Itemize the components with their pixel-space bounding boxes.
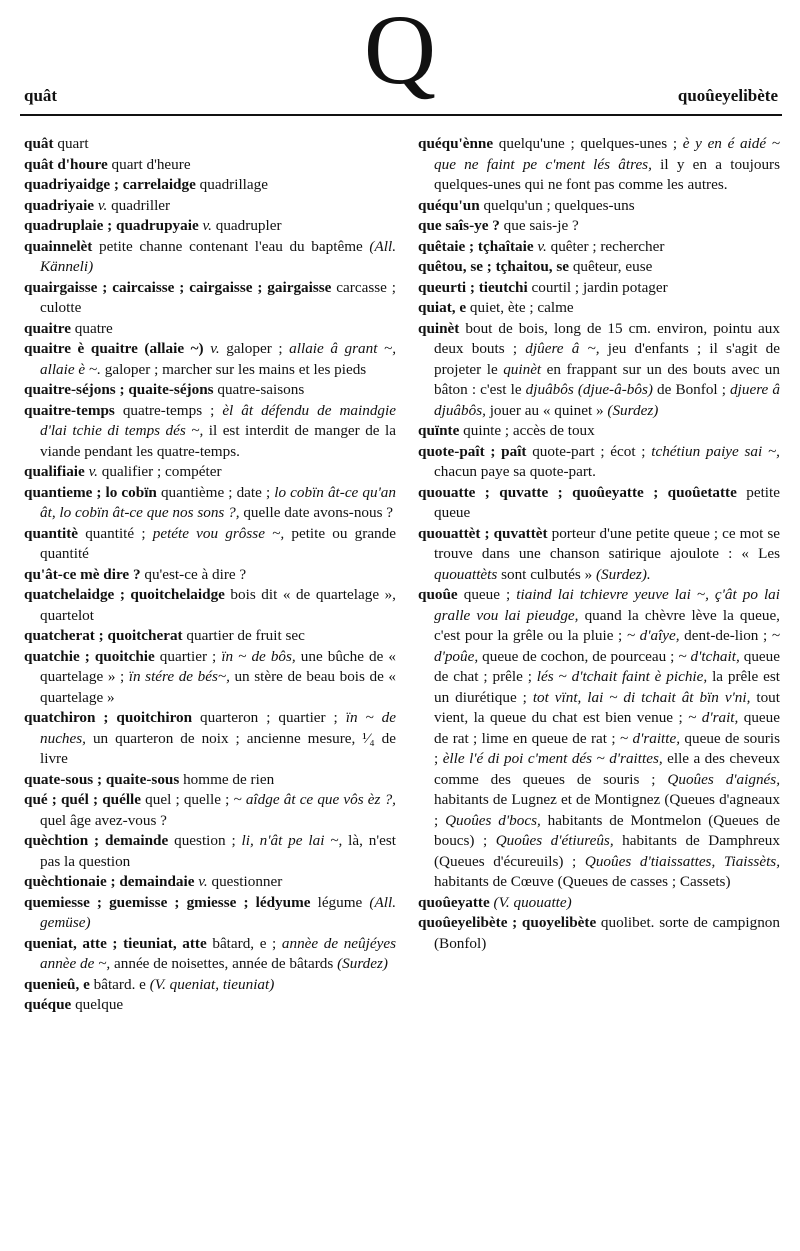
headword: quât d'houre bbox=[24, 155, 108, 173]
definition-text: bout de bois, long de 15 cm. environ, pointu aux deux bouts ; bbox=[434, 319, 780, 357]
definition-text: quand la chèvre lève la queue, c'est pour la grêle ou la pluie ; bbox=[434, 606, 780, 644]
definition-text: quêter ; rechercher bbox=[546, 237, 665, 255]
italic-text: djuere â djuâbôs, bbox=[434, 381, 780, 419]
headword: quainnelèt bbox=[24, 237, 93, 255]
definition-text: galoper ; bbox=[219, 340, 290, 357]
definition-text: quel âge avez-vous ? bbox=[40, 811, 167, 829]
definition-text: quolibet. sorte de campignon (Bonfol) bbox=[434, 914, 780, 952]
definition-text: tout vient, la queue du chat est bien venue ; bbox=[434, 688, 780, 726]
definition-text: quantité ; bbox=[78, 524, 153, 542]
dictionary-entry bbox=[24, 934, 396, 975]
dictionary-entry bbox=[24, 483, 396, 524]
definition-text: quadrupler bbox=[211, 217, 282, 234]
dictionary-entry bbox=[24, 380, 396, 401]
definition-text: qu'est-ce à dire ? bbox=[140, 565, 247, 583]
definition-text: de Bonfol ; bbox=[652, 381, 731, 398]
italic-text: (All. Känneli) bbox=[40, 237, 396, 275]
headword: quinèt bbox=[418, 319, 460, 337]
definition-text: question ; bbox=[168, 832, 242, 849]
dictionary-entry bbox=[24, 975, 396, 996]
definition-text: queue de rat ; lime en queue de rat ; bbox=[434, 709, 780, 747]
italic-text: ~ d'poûe, bbox=[434, 627, 780, 665]
definition-text: quantième ; date ; bbox=[156, 483, 275, 501]
headword: quêtaie ; tçhaîtaie bbox=[418, 237, 534, 255]
italic-text: v. bbox=[202, 217, 212, 234]
dictionary-entry bbox=[418, 237, 780, 258]
headword: quéqu'un bbox=[418, 196, 480, 214]
definition-text: quadriller bbox=[107, 196, 171, 214]
italic-text: (Surdez). bbox=[596, 565, 651, 583]
dictionary-entry bbox=[24, 585, 396, 626]
dictionary-entry bbox=[24, 401, 396, 463]
definition-text: année de noisettes, année de bâtards bbox=[110, 955, 338, 972]
headword: quiat, e bbox=[418, 299, 467, 316]
definition-text: là, n'est pas la question bbox=[40, 832, 397, 870]
italic-text: djuâbôs (djue-â-bôs) bbox=[525, 381, 653, 398]
headword: queniat, atte ; tieuniat, atte bbox=[24, 934, 207, 952]
definition-text: queue de souris ; bbox=[434, 729, 780, 767]
dictionary-entry bbox=[24, 770, 396, 791]
definition-text: quelle date avons-nous ? bbox=[239, 504, 394, 521]
headword: quèchtion ; demainde bbox=[24, 832, 169, 849]
definition-text: bâtard, e ; bbox=[206, 934, 282, 952]
headword: quouatte ; quvatte ; quoûeyatte ; quoûetatte bbox=[418, 483, 737, 501]
italic-text: ~ d'rait, bbox=[688, 709, 739, 726]
headword: quote-paît ; paît bbox=[418, 442, 527, 460]
dictionary-entry bbox=[418, 421, 780, 442]
headword: quouattèt ; quvattèt bbox=[418, 524, 548, 542]
headword: quatcherat ; quoitcherat bbox=[24, 627, 183, 644]
definition-text: habitants de Montmelon (Queues de boucs) ; bbox=[434, 811, 780, 849]
italic-text: ïn ~ de bôs, bbox=[221, 647, 296, 665]
headword: que saîs-ye ? bbox=[418, 217, 500, 234]
italic-text: allaie â grant ~, allaie è ~. bbox=[40, 340, 397, 378]
definition-text: chacun paye sa quote-part. bbox=[434, 463, 596, 480]
italic-text: v. bbox=[97, 196, 108, 214]
dictionary-entry bbox=[24, 831, 396, 872]
definition-text: quatre bbox=[70, 319, 113, 337]
definition-text: bois dit « de quartelage », quartelot bbox=[40, 586, 396, 624]
running-head-right: quoûeyelibète bbox=[677, 86, 778, 105]
dictionary-entry bbox=[24, 339, 396, 380]
definition-text: en frappant sur un des bouts avec un bâton : c'est le bbox=[434, 360, 780, 398]
definition-text: queue de chat ; prêle ; bbox=[434, 647, 780, 685]
headword: quatchiron ; quoitchiron bbox=[24, 709, 193, 726]
headword: qu'ât-ce mè dire ? bbox=[24, 565, 141, 583]
headword: quenieû, e bbox=[24, 975, 90, 993]
headword: quéque bbox=[24, 996, 72, 1013]
italic-text: ~ d'tchait, bbox=[678, 647, 740, 665]
italic-text: èl ât défendu de maindgie d'lai tchie di temps dés ~, bbox=[40, 401, 396, 439]
italic-text: ~ aîdge ât ce que vôs èz ?, bbox=[233, 791, 396, 808]
dictionary-entry bbox=[418, 483, 780, 524]
dictionary-entry bbox=[418, 278, 780, 299]
definition-text: quêteur, euse bbox=[569, 258, 653, 275]
left-column bbox=[24, 134, 396, 1016]
dictionary-entry bbox=[418, 524, 780, 586]
definition-text: homme de rien bbox=[179, 770, 275, 788]
italic-text: (Surdez) bbox=[337, 955, 388, 972]
definition-text: elle a des cheveux comme des queues de souris ; bbox=[434, 750, 780, 788]
headword: quatchelaidge ; quoitchelaidge bbox=[24, 586, 225, 603]
definition-text: courtil ; jardin potager bbox=[527, 278, 668, 296]
definition-text: quelqu'un ; quelques-uns bbox=[479, 196, 635, 214]
dictionary-entry bbox=[24, 175, 396, 196]
italic-text: djûere â ~, bbox=[525, 340, 600, 357]
italic-text: v. bbox=[210, 340, 220, 357]
definition-text: quiet, ète ; calme bbox=[466, 299, 574, 316]
dictionary-entry bbox=[24, 524, 396, 565]
running-head-left: quât bbox=[24, 86, 58, 105]
dictionary-entry bbox=[418, 913, 780, 954]
headword: quïnte bbox=[418, 422, 460, 439]
italic-text: v. bbox=[88, 463, 98, 480]
italic-text: quinèt bbox=[503, 360, 542, 378]
definition-text: quatre-saisons bbox=[213, 381, 305, 398]
headword: quoûe bbox=[418, 586, 458, 603]
dictionary-entry bbox=[24, 134, 396, 155]
italic-text: v. bbox=[198, 873, 208, 890]
definition-text: quel ; quelle ; bbox=[141, 791, 234, 808]
headword: quêtou, se ; tçhaitou, se bbox=[418, 258, 570, 275]
italic-text: ïn ~ de nuches, bbox=[40, 709, 397, 747]
italic-text: (V. quouatte) bbox=[493, 893, 572, 911]
italic-text: tot vïnt, lai ~ di tchait ât bïn v'ni, bbox=[532, 688, 751, 706]
definition-text: petite ou grande quantité bbox=[40, 524, 396, 562]
definition-text: un quarteron de noix ; ancienne mesure, ¹⁄₄ de livre bbox=[40, 729, 396, 767]
definition-text: quelqu'une ; quelques-unes ; bbox=[493, 135, 683, 152]
headword: quoûeyatte bbox=[418, 893, 490, 911]
definition-text: quatre-temps ; bbox=[114, 401, 223, 419]
headword: quoûeyelibète ; quoyelibète bbox=[418, 914, 597, 931]
dictionary-entry bbox=[24, 237, 396, 278]
headword: quantieme ; lo cobïn bbox=[24, 483, 157, 501]
definition-text: quarteron ; quartier ; bbox=[192, 709, 346, 726]
definition-text: quart d'heure bbox=[107, 155, 191, 173]
dictionary-entry bbox=[24, 995, 396, 1016]
dictionary-entry bbox=[418, 257, 780, 278]
italic-text: li, n'ât pe lai ~, bbox=[241, 832, 343, 849]
header-rule bbox=[20, 114, 782, 116]
italic-text: tiaind lai tchievre yeuve lai ~, ç'ât po lai gralle vou lai pieudge, bbox=[434, 586, 780, 624]
definition-text: quote-part ; écot ; bbox=[526, 442, 652, 460]
definition-text: il y en a toujours quelques-unes qui ne font pas comme les autres. bbox=[434, 155, 781, 193]
definition-text: une bûche de « quartelage » ; bbox=[40, 647, 397, 685]
dictionary-entry bbox=[418, 298, 780, 319]
italic-text: (Surdez) bbox=[607, 401, 659, 419]
definition-text: jouer au « quinet » bbox=[485, 401, 608, 419]
dictionary-entry bbox=[418, 319, 780, 422]
headword: quadruplaie ; quadrupyaie bbox=[24, 217, 199, 234]
headword: quantitè bbox=[24, 524, 79, 542]
definition-text: habitants de Lugnez et de Montignez (Queues d'agneaux ; bbox=[434, 791, 780, 829]
italic-text: ~ d'raitte, bbox=[619, 729, 681, 747]
dictionary-entry bbox=[418, 134, 780, 196]
definition-text: queue de cochon, de pourceau ; bbox=[478, 647, 679, 665]
definition-text: galoper ; marcher sur les mains et les pieds bbox=[100, 360, 367, 378]
italic-text: v. bbox=[537, 237, 547, 255]
definition-text: questionner bbox=[207, 873, 283, 890]
headword: quaitre bbox=[24, 319, 71, 337]
italic-text: petéte vou grôsse ~, bbox=[152, 524, 285, 542]
definition-text: dent-de-lion ; bbox=[679, 627, 772, 644]
headword: queurti ; tieutchi bbox=[418, 278, 528, 296]
dictionary-entry bbox=[24, 196, 396, 217]
italic-text: èlle l'é di poi c'ment dés ~ d'raittes, bbox=[442, 750, 663, 767]
dictionary-entry bbox=[24, 893, 396, 934]
headword: quairgaisse ; caircaisse ; cairgaisse ; gairgaisse bbox=[24, 278, 332, 296]
headword: qualifiaie bbox=[24, 463, 85, 480]
definition-text: habitants de Damphreux (Queues d'écureuils) ; bbox=[434, 832, 780, 870]
definition-text: quelque bbox=[71, 996, 124, 1013]
italic-text: Quoûes d'étiureûs, bbox=[495, 832, 614, 849]
dictionary-entry bbox=[24, 565, 396, 586]
italic-text: (All. gemüse) bbox=[40, 893, 396, 931]
headword: quaitre è quaitre (allaie ~) bbox=[24, 340, 204, 357]
dictionary-entry bbox=[24, 790, 396, 831]
italic-text: Quoûes d'bocs, bbox=[445, 811, 541, 829]
dictionary-entry bbox=[418, 196, 780, 217]
dictionary-entry bbox=[418, 585, 780, 893]
dictionary-entry bbox=[418, 216, 780, 237]
definition-text: quartier de fruit sec bbox=[182, 627, 305, 644]
headword: quéqu'ènne bbox=[418, 135, 494, 152]
definition-text: que sais-je ? bbox=[499, 217, 579, 234]
definition-text: petite queue bbox=[434, 483, 780, 521]
headword: quate-sous ; quaite-sous bbox=[24, 770, 180, 788]
italic-text: è y en é aidé ~ que ne faint pe c'ment lés âtres, bbox=[434, 135, 780, 173]
italic-text: lés ~ d'tchait faint è pichie, bbox=[536, 668, 708, 685]
definition-text: quartier ; bbox=[154, 647, 222, 665]
italic-text: ~ d'aîye, bbox=[626, 627, 680, 644]
dictionary-entry bbox=[24, 278, 396, 319]
headword: quadriyaidge ; carrelaidge bbox=[24, 176, 196, 193]
definition-text: petite channe contenant l'eau du baptême bbox=[92, 237, 370, 255]
dictionary-entry bbox=[24, 626, 396, 647]
headword: quemiesse ; guemisse ; gmiesse ; lédyume bbox=[24, 893, 311, 911]
definition-text: quinte ; accès de toux bbox=[459, 422, 595, 439]
definition-text: queue ; bbox=[457, 586, 517, 603]
dictionary-entry bbox=[24, 708, 396, 770]
definition-text: habitants de Cœuve (Queues de casses ; Cassets) bbox=[434, 873, 731, 890]
dictionary-entry bbox=[24, 647, 396, 709]
definition-text: quart bbox=[53, 135, 89, 152]
dictionary-entry bbox=[24, 216, 396, 237]
definition-text: il est interdit de manger de la viande pendant les quatre-temps. bbox=[40, 422, 396, 460]
definition-text: carcasse ; culotte bbox=[40, 278, 396, 316]
definition-text: qualifier ; compéter bbox=[97, 463, 222, 480]
section-letter: Q bbox=[363, 0, 437, 105]
dictionary-entry bbox=[24, 319, 396, 340]
italic-text: ïn stére de bés~, bbox=[128, 668, 230, 685]
dictionary-entry bbox=[418, 442, 780, 483]
headword: quadriyaie bbox=[24, 196, 95, 214]
headword: quât bbox=[24, 135, 54, 152]
definition-text: jeu d'enfants ; il s'agit de projeter le bbox=[434, 340, 781, 378]
definition-text: légume bbox=[310, 893, 370, 911]
italic-text: tchétiun paiye sai ~, bbox=[651, 442, 780, 460]
italic-text: lo cobïn ât-ce qu'an ât, lo cobïn ât-ce que nos sons ?, bbox=[40, 483, 396, 521]
definition-text: porteur d'une petite queue ; ce mot se trouve dans une chanson satirique ajoulote : « Les bbox=[434, 524, 780, 562]
headword: qué ; quél ; quélle bbox=[24, 791, 142, 808]
definition-text: sont culbutés » bbox=[497, 565, 596, 583]
definition-text: la prêle est un diurétique ; bbox=[434, 668, 780, 706]
dictionary-entry bbox=[24, 462, 396, 483]
dictionary-entry bbox=[24, 155, 396, 176]
headword: quaitre-temps bbox=[24, 401, 115, 419]
dictionary-entry bbox=[24, 872, 396, 893]
definition-text: bâtard. e bbox=[89, 975, 150, 993]
headword: quatchie ; quoitchie bbox=[24, 647, 155, 665]
italic-text: quouattèts bbox=[434, 565, 498, 583]
headword: quaitre-séjons ; quaite-séjons bbox=[24, 381, 214, 398]
right-column bbox=[418, 134, 780, 954]
headword: quèchtionaie ; demaindaie bbox=[24, 873, 195, 890]
italic-text: (V. queniat, tieuniat) bbox=[149, 975, 275, 993]
italic-text: Quoûes d'aignés, bbox=[667, 770, 780, 788]
definition-text: quadrillage bbox=[195, 176, 268, 193]
dictionary-entry bbox=[418, 893, 780, 914]
italic-text: annèe de neûjéyes annèe de ~, bbox=[40, 934, 396, 972]
definition-text: un stère de beau bois de « quartelage » bbox=[40, 668, 396, 706]
italic-text: Quoûes d'tiaissattes, Tiaissèts, bbox=[584, 852, 780, 870]
